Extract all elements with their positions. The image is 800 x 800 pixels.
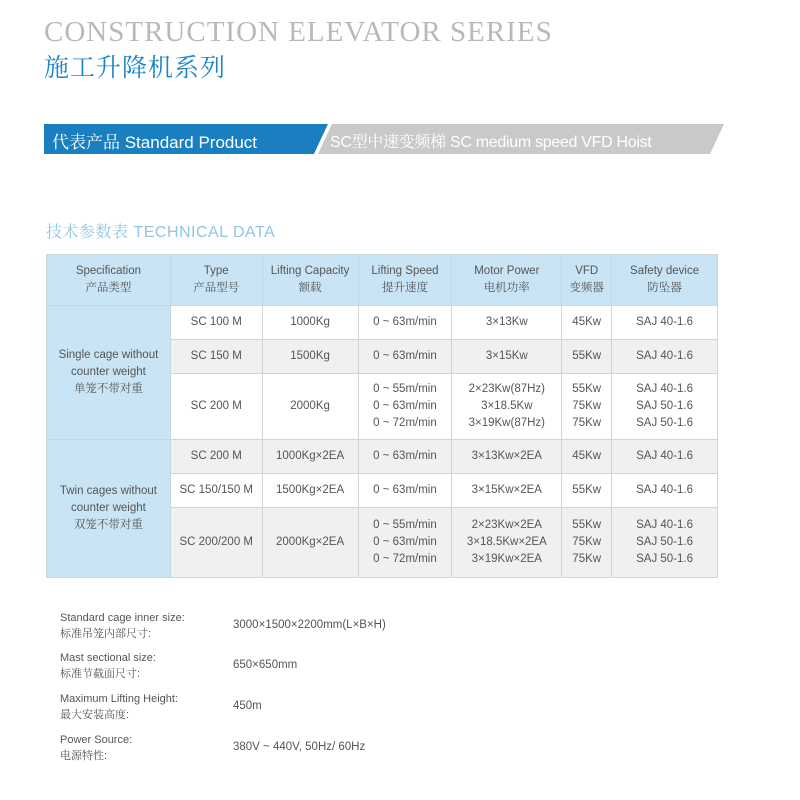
spec-label: Maximum Lifting Height: 最大安装高度: <box>60 693 178 721</box>
spec-value: 450m <box>233 700 262 712</box>
cell-vfd: 55Kw 75Kw 75Kw <box>562 374 612 440</box>
cell-safety: SAJ 40-1.6 <box>612 474 718 508</box>
cell-speed: 0 ~ 55m/min 0 ~ 63m/min 0 ~ 72m/min <box>358 508 452 578</box>
group-label-twin-cages: Twin cages without counter weight 双笼不带对重 <box>47 440 171 578</box>
table-row <box>47 440 718 474</box>
cell-safety: SAJ 40-1.6 <box>612 440 718 474</box>
cell-capacity: 1000Kg <box>262 306 358 340</box>
series-title-cn: 施工升降机系列 <box>44 53 227 82</box>
banner-product-name: SC型中速变频梯 SC medium speed VFD Hoist <box>330 134 652 151</box>
cell-motor: 3×13Kw <box>452 306 562 340</box>
header-motor-power: Motor Power 电机功率 <box>452 255 562 306</box>
cell-capacity: 1500Kg <box>262 340 358 374</box>
cell-type: SC 100 M <box>170 306 262 340</box>
cell-motor: 3×13Kw×2EA <box>452 440 562 474</box>
spec-label: Standard cage inner size: 标准吊笼内部尺寸: <box>60 612 185 640</box>
cell-type: SC 150/150 M <box>170 474 262 508</box>
product-banner <box>44 124 724 154</box>
cell-type: SC 200 M <box>170 374 262 440</box>
cell-vfd: 55Kw 75Kw 75Kw <box>562 508 612 578</box>
cell-vfd: 45Kw <box>562 306 612 340</box>
cell-vfd: 45Kw <box>562 440 612 474</box>
cell-speed: 0 ~ 63m/min <box>358 474 452 508</box>
table-row <box>47 306 718 340</box>
cell-speed: 0 ~ 63m/min <box>358 440 452 474</box>
table-header-row <box>47 255 718 306</box>
spec-value: 3000×1500×2200mm(L×B×H) <box>233 619 386 631</box>
spec-value: 650×650mm <box>233 659 298 671</box>
cell-motor: 2×23Kw×2EA 3×18.5Kw×2EA 3×19Kw×2EA <box>452 508 562 578</box>
cell-capacity: 2000Kg×2EA <box>262 508 358 578</box>
cell-speed: 0 ~ 55m/min 0 ~ 63m/min 0 ~ 72m/min <box>358 374 452 440</box>
header-safety-device: Safety device 防坠器 <box>612 255 718 306</box>
spec-label: Power Source: 电源特性: <box>60 734 133 762</box>
header-specification: Specification 产品类型 <box>47 255 171 306</box>
series-title: CONSTRUCTION ELEVATOR SERIES <box>44 16 553 48</box>
cell-motor: 2×23Kw(87Hz) 3×18.5Kw 3×19Kw(87Hz) <box>452 374 562 440</box>
header-vfd: VFD 变频器 <box>562 255 612 306</box>
cell-safety: SAJ 40-1.6 <box>612 340 718 374</box>
technical-data-title: 技术参数表 TECHNICAL DATA <box>46 224 276 241</box>
cell-safety: SAJ 40-1.6 SAJ 50-1.6 SAJ 50-1.6 <box>612 374 718 440</box>
cell-type: SC 200/200 M <box>170 508 262 578</box>
cell-vfd: 55Kw <box>562 340 612 374</box>
cell-capacity: 1000Kg×2EA <box>262 440 358 474</box>
cell-safety: SAJ 40-1.6 <box>612 306 718 340</box>
group-label-single-cage: Single cage without counter weight 单笼不带对重 <box>47 306 171 440</box>
banner-standard-product: 代表产品 Standard Product <box>52 133 258 152</box>
cell-capacity: 1500Kg×2EA <box>262 474 358 508</box>
cell-motor: 3×15Kw×2EA <box>452 474 562 508</box>
header-lifting-speed: Lifting Speed 提升速度 <box>358 255 452 306</box>
spec-value: 380V ~ 440V, 50Hz/ 60Hz <box>233 741 366 753</box>
cell-motor: 3×15Kw <box>452 340 562 374</box>
cell-vfd: 55Kw <box>562 474 612 508</box>
header-type: Type 产品型号 <box>170 255 262 306</box>
technical-data-table <box>46 254 718 578</box>
cell-speed: 0 ~ 63m/min <box>358 306 452 340</box>
cell-type: SC 200 M <box>170 440 262 474</box>
header-lifting-capacity: Lifting Capacity 额载 <box>262 255 358 306</box>
cell-type: SC 150 M <box>170 340 262 374</box>
spec-label: Mast sectional size: 标准节截面尺寸: <box>60 652 156 680</box>
cell-speed: 0 ~ 63m/min <box>358 340 452 374</box>
cell-capacity: 2000Kg <box>262 374 358 440</box>
cell-safety: SAJ 40-1.6 SAJ 50-1.6 SAJ 50-1.6 <box>612 508 718 578</box>
